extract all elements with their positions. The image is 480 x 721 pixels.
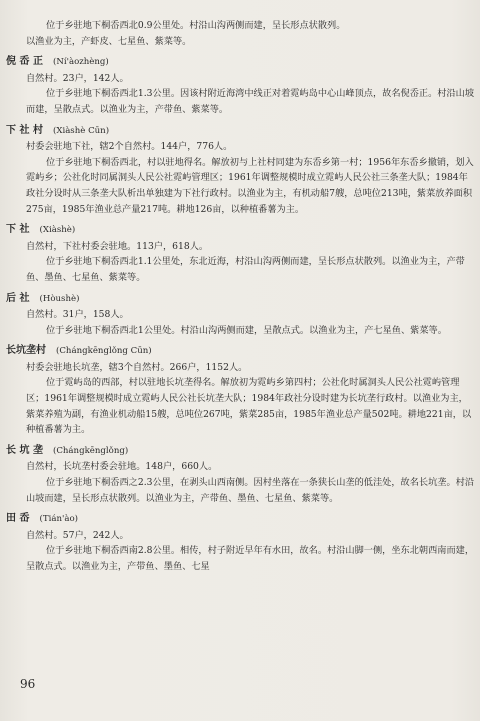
place-name: 田 岙 bbox=[6, 513, 30, 525]
entry-paragraph: 村委会驻地长坑垄，辖3个自然村。266户，1152人。 bbox=[26, 361, 248, 373]
place-name: 下 社 bbox=[6, 224, 30, 236]
entry-paragraph: 位于乡驻地下桐岙西北1.3公里。因该村附近海湾中线正对着霓屿岛中心山峰顶点，故名倪岙正。村沿山坡而建，呈散点式。以渔业为主，产带鱼、紫菜等。 bbox=[26, 88, 475, 115]
place-pinyin: (Ní'àozhèng) bbox=[52, 57, 109, 68]
entry-heading bbox=[6, 222, 476, 239]
place-pinyin: (Xiàshè) bbox=[39, 225, 76, 236]
entry-paragraph: 位于乡驻地下桐岙西之2.3公里，在剥头山西南侧。因村坐落在一条狭长山垄的低洼处，故名长坑垄。村沿山坡而建，呈长形点状散列。以渔业为主，产带鱼、墨鱼、七星鱼、紫菜等。 bbox=[26, 477, 475, 504]
entry-heading bbox=[6, 291, 476, 308]
entry-heading bbox=[6, 443, 476, 460]
entry-paragraph: 位于霓屿岛的西部，村以驻地长坑垄得名。解放初为霓屿乡第四村；公社化时属洞头人民公社霓屿管理区；1961年调整规模时成立霓屿人民公社长坑垄大队；1984年政社分设时建为长坑垄行政村。以渔业为主，紫菜养殖为副，有渔业机动船15艘，总吨位267吨，紫菜285亩，1985年渔业总产量502吨。耕地221亩，以种植番薯为主。 bbox=[26, 377, 472, 436]
entry-paragraph: 自然村。57户，242人。 bbox=[26, 529, 129, 541]
place-pinyin: (Hòushè) bbox=[39, 293, 80, 304]
place-name: 后 社 bbox=[6, 292, 30, 304]
entry-paragraph: 自然村。31户，158人。 bbox=[26, 309, 129, 321]
entry-paragraph: 自然村，下社村委会驻地。113户，618人。 bbox=[26, 240, 209, 252]
place-name: 长 坑 垄 bbox=[6, 444, 43, 456]
entry-paragraph: 自然村，长坑垄村委会驻地。148户，660人。 bbox=[26, 461, 218, 473]
entry-paragraph: 位于乡驻地下桐岙西南2.8公里。相传，村子附近早年有水田，故名。村沿山脚一侧，坐东北朝西南而建，呈散点式。以渔业为主，产带鱼、墨鱼、七星 bbox=[26, 545, 475, 572]
place-pinyin: (Chángkēnglǒng) bbox=[52, 445, 129, 456]
place-name: 倪 岙 正 bbox=[6, 56, 43, 68]
place-name: 下 社 村 bbox=[6, 124, 43, 136]
page-number: 96 bbox=[20, 677, 36, 691]
entry-paragraph: 自然村。23户，142人。 bbox=[26, 72, 129, 84]
place-pinyin: (Xiàshè Cūn) bbox=[52, 125, 110, 136]
entry-paragraph: 以渔业为主，产虾皮、七星鱼、紫菜等。 bbox=[26, 35, 192, 47]
place-name: 长坑垄村 bbox=[6, 345, 46, 357]
entry-paragraph: 村委会驻地下社，辖2个自然村。144户，776人。 bbox=[26, 141, 233, 153]
text-column bbox=[6, 18, 476, 575]
place-pinyin: (Chángkēnglǒng Cūn) bbox=[56, 346, 152, 357]
entry-heading bbox=[6, 123, 476, 140]
place-pinyin: (Tián'ào) bbox=[39, 514, 78, 525]
entry-paragraph: 位于乡驻地下桐岙西北，村以驻地得名。解放初与上社村同建为东岙乡第一村；1956年东岙乡撤销，划入霓屿乡；公社化时同属洞头人民公社霓屿管理区；1961年调整规模时成立霓屿人民公社三条垄大队；1984年政社分设时从三条垄大队析出单独建为下社行政村。以渔业为主，有机动船7艘，总吨位213吨，紫菜放养面积275亩，1985年渔业总产量217吨。耕地126亩，以种植番薯为主。 bbox=[26, 156, 474, 215]
entry-heading bbox=[6, 343, 476, 360]
entry-heading bbox=[6, 54, 476, 71]
entry-paragraph: 位于乡驻地下桐岙西北1公里处。村沿山沟两侧而建，呈散点式。以渔业为主，产七星鱼、紫菜等。 bbox=[46, 324, 447, 336]
entry-heading bbox=[6, 511, 476, 528]
entry-paragraph: 位于乡驻地下桐岙西北1.1公里处，东北近海，村沿山沟两侧而建，呈长形点状散列。以渔业为主，产带鱼、墨鱼、七星鱼、紫菜等。 bbox=[26, 256, 465, 283]
entry-paragraph: 位于乡驻地下桐岙西北0.9公里处。村沿山沟两侧而建，呈长形点状散列。 bbox=[46, 20, 346, 31]
